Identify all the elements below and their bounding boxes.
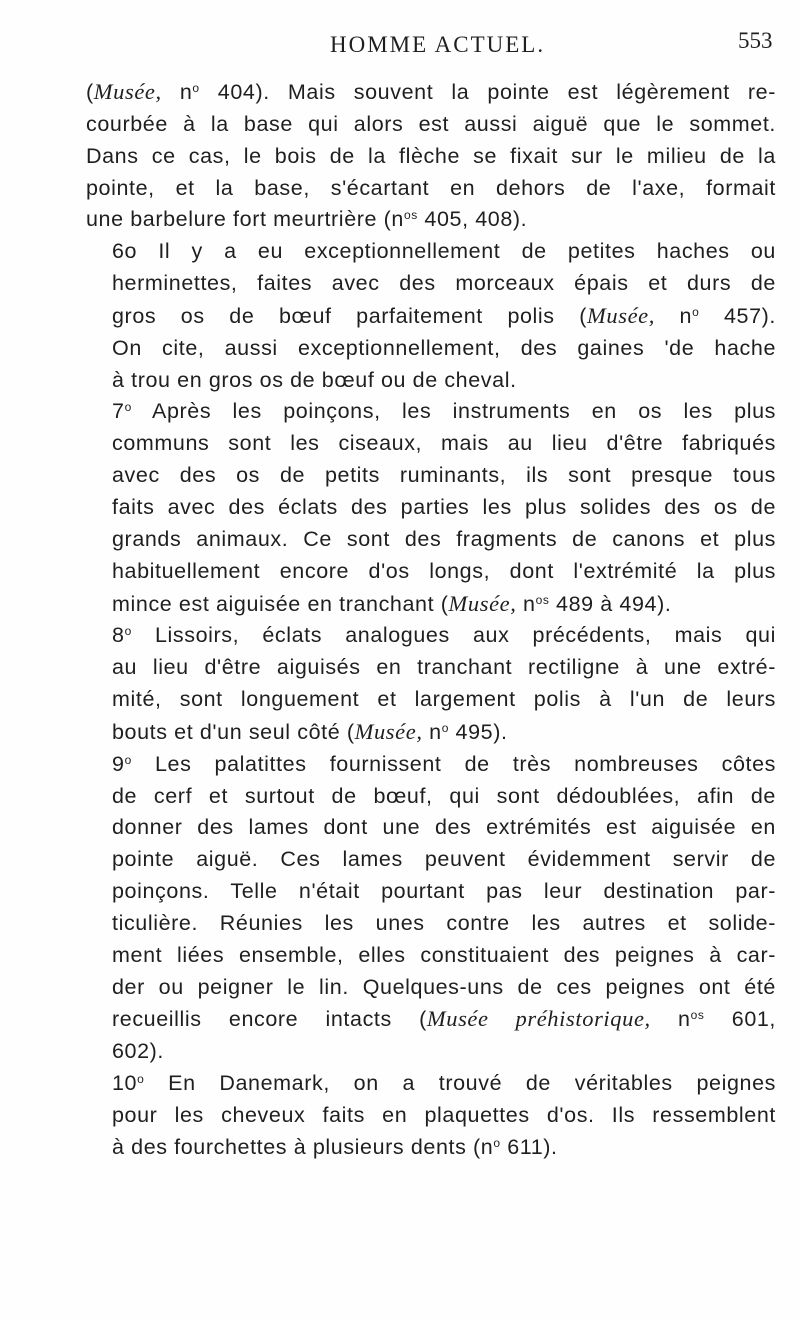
text-run: 405, 408).	[417, 207, 528, 232]
text-run: grands animaux. Ce sont des fragments de canons et plus	[112, 526, 776, 551]
text-run: mité, sont longuement et largement polis à l'un de leurs	[112, 687, 776, 712]
text-run: pour les cheveux faits en plaquettes d'os. Ils ressemblent	[112, 1103, 776, 1127]
text-run: bouts et d'un seul côté (	[112, 719, 355, 744]
text-run: Les palatittes fournissent de très nombreuses côtes	[131, 751, 776, 776]
text-run: n	[650, 1007, 691, 1032]
text-run: 601,	[704, 1007, 777, 1032]
text-run: une barbelure fort meurtrière (n	[86, 207, 404, 232]
text-line	[86, 365, 776, 397]
superscript: o	[124, 624, 132, 639]
text-run: 457).	[699, 303, 776, 328]
paragraph	[86, 749, 776, 1068]
text-line	[86, 749, 776, 781]
text-run: Lissoirs, éclats analogues aux précédents, mais qui	[131, 623, 776, 648]
text-run: 8	[112, 623, 125, 648]
text-run: ment liées ensemble, elles constituaient des peignes à car-	[112, 942, 776, 967]
text-line	[86, 1100, 776, 1132]
superscript: os	[690, 1008, 705, 1023]
italic-reference: Musée,	[587, 302, 655, 328]
text-run: faits avec des éclats des parties les plus solides des os de	[112, 494, 776, 519]
text-run: courbée à la base qui alors est aussi aiguë que le sommet.	[86, 111, 776, 136]
text-line	[86, 300, 776, 333]
superscript: o	[137, 1072, 145, 1087]
page-header	[0, 26, 800, 66]
text-line	[86, 876, 776, 908]
superscript: o	[124, 400, 132, 415]
text-run: pointe, et la base, s'écartant en dehors de l'axe, formait	[86, 175, 776, 200]
text-run: 7	[112, 399, 125, 424]
running-title: HOMME ACTUEL.	[330, 32, 546, 57]
superscript: o	[192, 81, 200, 95]
text-line	[86, 268, 776, 300]
italic-reference: Musée,	[448, 590, 517, 616]
text-run: habituellement encore d'os longs, dont l'extrémité la plus	[112, 558, 776, 583]
paragraph	[86, 396, 776, 620]
text-run: Dans ce cas, le bois de la flèche se fixait sur le milieu de la	[86, 143, 776, 168]
text-run: à trou en gros os de bœuf ou de cheval.	[112, 367, 517, 392]
text-run: 9	[112, 751, 125, 776]
text-run: pointe aiguë. Ces lames peuvent évidemment servir de	[112, 847, 776, 872]
text-line	[86, 588, 776, 621]
text-line	[86, 204, 776, 236]
text-run: n	[654, 303, 693, 328]
paragraph	[86, 76, 776, 236]
text-run: 489 à 494).	[549, 591, 672, 616]
italic-reference: Musée,	[354, 718, 423, 744]
text-line	[86, 1068, 776, 1100]
superscript: o	[493, 1135, 501, 1150]
superscript: o	[441, 720, 449, 735]
superscript: os	[535, 592, 550, 607]
text-run: n	[422, 719, 442, 744]
text-line	[86, 716, 776, 749]
text-line	[86, 428, 776, 460]
text-line	[86, 76, 776, 109]
text-line	[86, 972, 776, 1004]
page-number: 553	[738, 28, 773, 53]
text-run: 495).	[448, 719, 508, 744]
paragraph	[86, 1068, 776, 1164]
text-line	[86, 141, 776, 173]
italic-reference: Musée,	[93, 79, 162, 104]
text-line	[86, 652, 776, 684]
paragraph	[86, 620, 776, 748]
text-run: herminettes, faites avec des morceaux épais et durs de	[112, 271, 776, 296]
text-run: 6o Il y a eu exceptionnellement de petites haches ou	[112, 239, 776, 264]
text-line	[86, 781, 776, 813]
text-run: avec des os de petits ruminants, ils sont presque tous	[112, 463, 776, 488]
text-run: En Danemark, on a trouvé de véritables peignes	[144, 1071, 776, 1096]
paragraph	[86, 236, 776, 396]
superscript: o	[124, 752, 132, 767]
text-line	[86, 1036, 776, 1068]
text-run: 611).	[500, 1134, 558, 1159]
text-line	[86, 812, 776, 844]
text-run: donner des lames dont une des extrémités est aiguisée en	[112, 815, 776, 840]
text-line	[86, 556, 776, 588]
text-run: der ou peigner le lin. Quelques-uns de ces peignes ont été	[112, 974, 776, 999]
text-run: mince est aiguisée en tranchant (	[112, 591, 449, 616]
text-run: Après les poinçons, les instruments en os les plus	[131, 399, 776, 424]
text-line	[86, 524, 776, 556]
text-line	[86, 109, 776, 141]
text-line	[86, 492, 776, 524]
superscript: o	[692, 304, 700, 319]
text-line	[86, 236, 776, 268]
text-run: n	[161, 80, 193, 104]
text-line	[86, 684, 776, 716]
text-run: recueillis encore intacts (	[112, 1007, 427, 1032]
text-line	[86, 396, 776, 428]
text-line	[86, 940, 776, 972]
text-run: 404). Mais souvent la pointe est légèrement re-	[199, 80, 777, 104]
text-run: n	[516, 591, 536, 616]
text-run: On cite, aussi exceptionnellement, des gaines 'de hache	[112, 335, 776, 360]
text-run: (	[86, 80, 94, 104]
text-line	[86, 333, 776, 365]
text-run: à des fourchettes à plusieurs dents (n	[112, 1134, 494, 1159]
text-run: 10	[112, 1071, 138, 1096]
italic-reference: Musée préhistorique,	[426, 1006, 651, 1032]
text-line	[86, 1132, 776, 1164]
text-line	[86, 620, 776, 652]
text-run: communs sont les ciseaux, mais au lieu d'être fabriqués	[112, 431, 776, 456]
text-line	[86, 844, 776, 876]
text-run: poinçons. Telle n'était pourtant pas leur destination par-	[112, 879, 776, 904]
text-run: de cerf et surtout de bœuf, qui sont dédoublées, afin de	[112, 783, 776, 808]
superscript: os	[403, 208, 418, 223]
text-line	[86, 1003, 776, 1036]
text-run: 602).	[112, 1039, 165, 1064]
text-line	[86, 908, 776, 940]
text-run: au lieu d'être aiguisés en tranchant rectiligne à une extré-	[112, 655, 776, 680]
body-text	[86, 76, 776, 1164]
text-run: ticulière. Réunies les unes contre les autres et solide-	[112, 910, 776, 935]
text-line	[86, 460, 776, 492]
text-run: gros os de bœuf parfaitement polis (	[112, 303, 588, 328]
text-line	[86, 173, 776, 205]
